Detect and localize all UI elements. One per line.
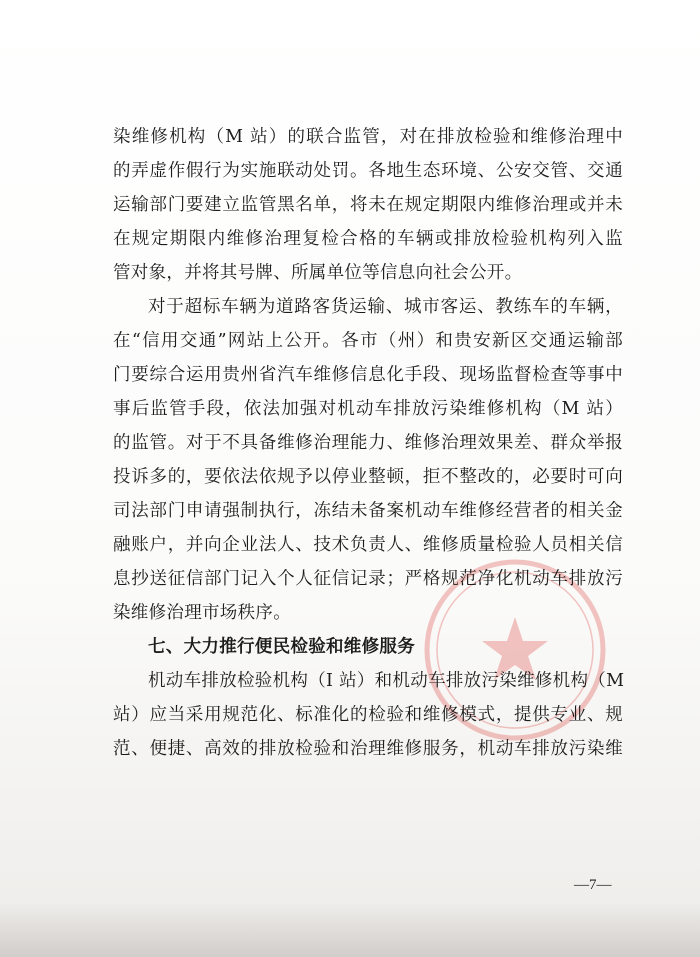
text-line: 息抄送征信部门记入个人征信记录；严格规范净化机动车排放污: [113, 569, 623, 589]
text-line: 在“信用交通”网站上公开。各市（州）和贵安新区交通运输部: [113, 331, 623, 351]
text-line: 门要综合运用贵州省汽车维修信息化手段、现场监督检查等事中: [113, 365, 623, 385]
page-bottom-shadow: [0, 902, 700, 957]
text-line: 运输部门要建立监管黑名单，将未在规定期限内维修治理或并未: [113, 195, 623, 215]
body-text: [113, 120, 623, 766]
text-line: 的监管。对于不具备维修治理能力、维修治理效果差、群众举报: [113, 433, 623, 453]
text-line: 投诉多的，要依法依规予以停业整顿，拒不整改的，必要时可向: [113, 467, 623, 487]
text-line: 范、便捷、高效的排放检验和治理维修服务，机动车排放污染维: [113, 739, 623, 759]
page-number: —7—: [574, 877, 612, 893]
text-line: 染维修治理市场秩序。: [113, 603, 291, 623]
text-line: 站）应当采用规范化、标准化的检验和维修模式，提供专业、规: [113, 705, 623, 725]
text-line: 管对象，并将其号牌、所属单位等信息向社会公开。: [113, 263, 523, 283]
text-line: 机动车排放检验机构（I 站）和机动车排放污染维修机构（M: [148, 671, 625, 691]
text-line: 事后监管手段，依法加强对机动车排放污染维修机构（M 站）: [113, 399, 623, 419]
text-line: 司法部门申请强制执行，冻结未备案机动车维修经营者的相关金: [113, 501, 623, 521]
text-line: 融账户，并向企业法人、技术负责人、维修质量检验人员相关信: [113, 535, 623, 555]
section-heading: 七、大力推行便民检验和维修服务: [148, 637, 415, 657]
text-line: 对于超标车辆为道路客货运输、城市客运、教练车的车辆，: [148, 297, 623, 317]
text-line: 的弄虚作假行为实施联动处罚。各地生态环境、公安交管、交通: [113, 161, 623, 181]
text-line: 在规定期限内维修治理复检合格的车辆或排放检验机构列入监: [113, 229, 623, 249]
text-line: 染维修机构（M 站）的联合监管，对在排放检验和维修治理中: [113, 127, 623, 147]
